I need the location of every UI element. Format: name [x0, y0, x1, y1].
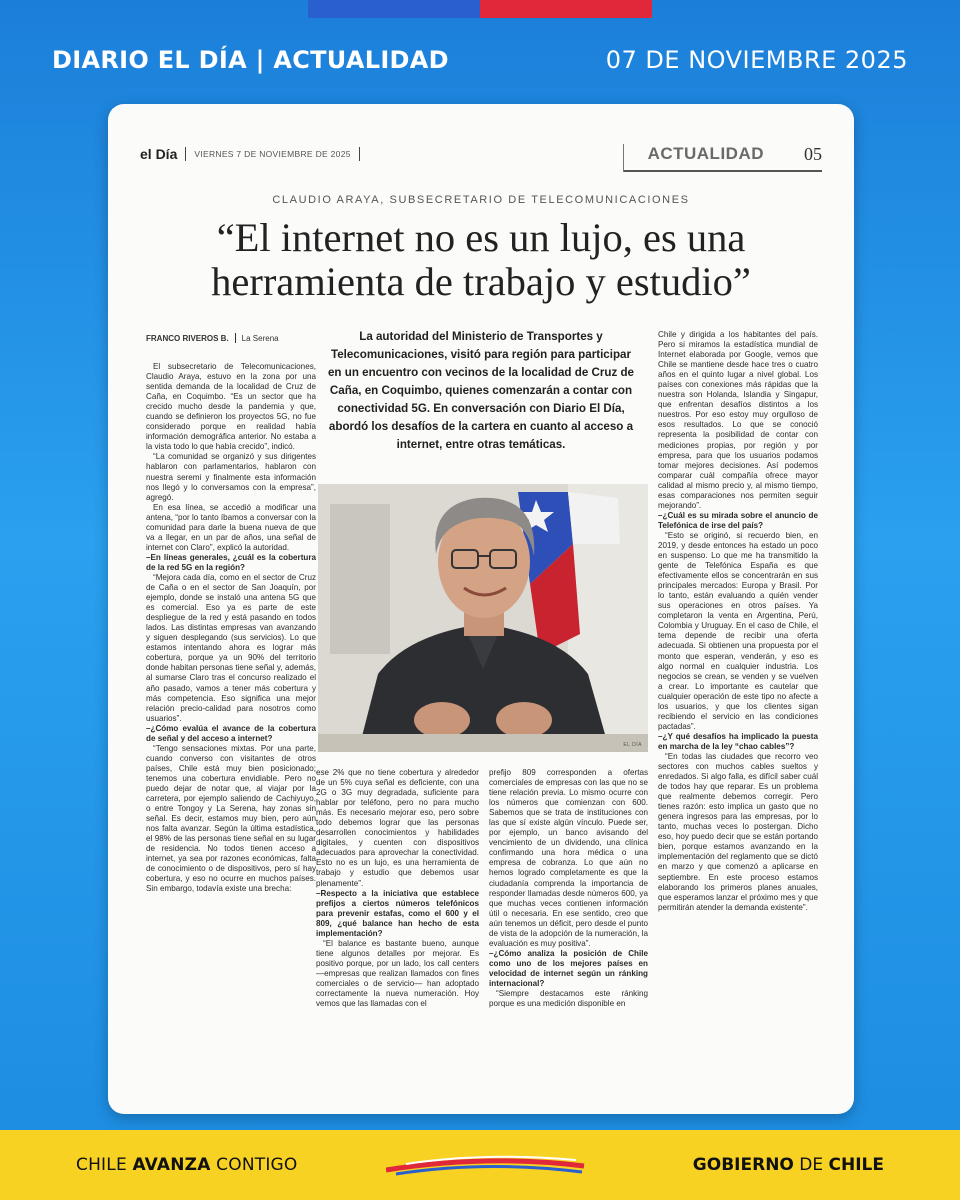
government-logo-text — [693, 1155, 884, 1175]
slogan-text: CONTIGO — [210, 1155, 298, 1175]
edition-date: VIERNES 7 DE NOVIEMBRE DE 2025 — [194, 149, 351, 159]
kicker: CLAUDIO ARAYA, SUBSECRETARIO DE TELECOMUNICACIONES — [272, 194, 690, 206]
article-column-4 — [658, 330, 818, 1082]
article-column-3 — [489, 768, 648, 1088]
byline — [146, 333, 279, 343]
article-paragraph: “En todas las ciudades que recorro veo sectores con muchos cables sueltos y enredados. Si algo falla, es difícil saber cuál de todos hay que reparar. Es un problema que realmente debemos corregir. Pero tienes razón: esto implica un gasto que no genera ingresos para las empresas, por lo tanto, muchas veces lo postergan. Dicho eso, hoy puedo decir que se están portando bien, porque estamos avanzando en la implementación del reglamento que se dictó en marzo y que comenzó a aplicarse en septiembre. En este proceso estamos elaborando los primeros planes anuales, que esperamos lanzar el próximo mes y que permitirán atender la demanda existente”. — [658, 751, 818, 912]
article-paragraph: Chile y dirigida a los habitantes del país. Pero si miramos la estadística mundial de Internet elaborada por Google, vemos que Chile se mantiene desde hace tres o cuatro años en el quinto lugar a nivel global. Los países con conexiones más rápidas que la nuestra son Holanda, Islandia y Singapur, que enfrentan desafíos distintos a los nuestros. Por eso estoy muy orgulloso de esos resultados. Lo que se conoció representa la posibilidad de contar con mediciones propias, por región y por empresa, para que los usuarios podamos tomar mejores decisiones. Así podemos comparar cuál compañía ofrece mayor calidad al mismo precio y, al mismo tiempo, esas comparaciones nos permiten seguir mejorando”. — [658, 330, 818, 510]
gov-word: GOBIERNO — [692, 1155, 794, 1175]
outlet-label: DIARIO EL DÍA | ACTUALIDAD — [52, 46, 449, 74]
article-paragraph: En esa línea, se accedió a modificar una antena, “por lo tanto íbamos a conversar con la comunidad para darle la buena nueva de que va a llegar, en un par de años, una señal de internet con Claro”, explicó la autoridad. — [146, 502, 316, 552]
article-paragraph: “Siempre destacamos este ránking porque es una medición disponible en — [489, 989, 648, 1009]
newspaper-brand: el Día — [140, 146, 178, 162]
lead-paragraph: La autoridad del Ministerio de Transportes y Telecomunicaciones, visitó para región para participar en un encuentro con vecinos de la localidad de Cruz de Caña, en Coquimbo, quienes comenzarán a contar con conectividad 5G. En conversación con Diario El Día, abordó los desafíos de la cartera en cuanto al acceso a internet, entre otras temáticas. — [327, 330, 634, 451]
interview-question: –¿Y qué desafíos ha implicado la puesta en marcha de la ley “chao cables”? — [658, 731, 818, 751]
article-paragraph: “La comunidad se organizó y sus dirigentes hablaron con parlamentarios, hablaron con nuestra seremi y finalmente esta información nos llegó y lo conversamos con la empresa”, agregó. — [146, 452, 316, 502]
gov-word: CHILE — [828, 1155, 884, 1175]
interview-question: –Respecto a la iniciativa que establece prefijos a ciertos números telefónicos para prevenir estafas, como el 600 y el 809, ¿qué balance han hecho de esta implementación? — [316, 888, 479, 938]
slogan-text: CHILE — [76, 1155, 133, 1175]
swoosh-logo-icon — [386, 1152, 586, 1178]
page-number: 05 — [804, 143, 822, 164]
flag-strip — [308, 0, 652, 18]
interview-question: –¿Cuál es su mirada sobre el anuncio de Telefónica de irse del país? — [658, 510, 818, 530]
author: FRANCO RIVEROS B. — [146, 333, 229, 343]
article-paragraph: “El balance es bastante bueno, aunque tiene algunos detalles por mejorar. Es positivo porque, por un lado, los call centers —empresas que realizan llamados con fines comerciales o de servicio— han adoptado correctamente la nueva numeración. Hoy vemos que las llamadas con el — [316, 938, 479, 1009]
article-paragraph: prefijo 809 corresponden a ofertas comerciales de empresas con las que no se tiene relación previa. Lo mismo ocurre con los números que comienzan con 600. Sabemos que se trata de instituciones con las que sí existe algún vínculo. Puede ser, por ejemplo, un banco avisando del vencimiento de un dividendo, una clínica confirmando una hora médica o una empresa de cobranza. Lo que aún no hemos logrado completamente es que la ciudadanía comprenda la importancia de responder llamadas desde números 600, ya que muchas veces contienen información útil o necesaria. En ese sentido, creo que aún tenemos un déficit, pero desde el punto de vista de la adopción de la numeración, la evaluación es muy positiva”. — [489, 768, 648, 948]
section-label: ACTUALIDAD — [647, 144, 764, 163]
photo-credit: EL DÍA — [623, 742, 642, 748]
headline — [138, 216, 824, 304]
newspaper-page — [108, 104, 854, 1114]
article-column-2 — [316, 768, 479, 1088]
date-label: 07 DE NOVIEMBRE 2025 — [605, 46, 908, 74]
article-paragraph: “Mejora cada día, como en el sector de Cruz de Caña o en el sector de San Joaquín, por ejemplo, donde se instaló una antena 5G que es comercial. Eso ya es parte de este despliegue de la red y está pasando en todos lados. Las distintas empresas van avanzando y siguen desplegando (sus servicios). Lo que estamos intentando ahora es lograr más cobertura, porque ya un 90% del territorio donde habitan personas tiene señal y, además, al sumarse Claro tras el concurso realizado el año pasado, vamos a tener más cobertura y más competencia. Eso significa una mejor relación precio-calidad para nosotros como usuarios”. — [146, 572, 316, 723]
flag-blue-band — [308, 0, 480, 18]
divider — [185, 147, 186, 161]
section-rule — [623, 170, 822, 172]
portrait-illustration — [318, 484, 648, 752]
article-paragraph: “Esto se originó, si recuerdo bien, en 2019, y desde entonces ha estado un poco en suspenso. Lo que me ha transmitido la gente de Telefónica España es que efectivamente ellos se concentrarán en sus principales mercados: Europa y Brasil. Por lo tanto, están evaluando a quién vender sus operaciones en otros países. Ya completaron la venta en Argentina, Perú, Colombia y Uruguay. En el caso de Chile, el tema depende de recibir una oferta adecuada. Si obtienen una propuesta por el monto que esperan, venderán, y eso es algo normal en cualquier industria. Los negocios se crean, se venden y se vuelven a crear. Lo importante es cautelar que cualquier operación de este tipo no afecte a los usuarios, y que los clientes sigan recibiendo el servicio en las condiciones pactadas”. — [658, 530, 818, 731]
portrait-photo — [318, 484, 648, 752]
section-rule-left — [623, 144, 624, 172]
slogan-emphasis: AVANZA — [132, 1155, 211, 1175]
top-banner — [52, 40, 908, 80]
article-paragraph: ese 2% que no tiene cobertura y alrededor de un 5% cuya señal es deficiente, con una 2G o 3G muy degradada, suficiente para hablar por teléfono, pero no para mucho más. Es necesario mejorar eso, pero sobre todo debemos lograr que las personas desarrollen conocimientos y habilidades digitales, y cuenten con dispositivos adecuados para aprovechar la conectividad. Esto no es un lujo, es una herramienta de trabajo y estudio que debemos usar plenamente”. — [316, 768, 479, 888]
article-paragraph: “Tengo sensaciones mixtas. Por una parte, cuando converso con visitantes de otros países, Chile está muy bien posicionado; tenemos una cobertura envidiable. Pero no puedo dejar de notar que, al viajar por la carretera, por ejemplo saliendo de Cachiyuyo, o entre Tongoy y La Serena, hay zonas sin señal. Es decir, estamos muy bien, pero aún nos falta avanzar. Según la última estadística, el 98% de las personas tiene señal en su lugar de residencia. No todos tienen acceso a internet, ya sea por razones económicas, falta de conocimiento o de dispositivos, pero sí hay cobertura, y eso no ocurre en muchos países. Sin embargo, todavía existe una brecha: — [146, 743, 316, 894]
interview-question: –¿Cómo analiza la posición de Chile como uno de los mejores países en velocidad de internet según un ránking internacional? — [489, 948, 648, 988]
article-paragraph: El subsecretario de Telecomunicaciones, Claudio Araya, estuvo en la zona por una sentida demanda de la localidad de Cruz de Caña, en Coquimbo. “Es un sector que ha crecido mucho desde la pandemia y que, cuando se definieron los proyectos 5G, no fue considerado porque en realidad había información demográfica anterior. No estaba a la vista todo lo que había crecido”, indicó. — [146, 362, 316, 452]
gov-word: DE — [793, 1155, 829, 1175]
interview-question: –¿Cómo evalúa el avance de la cobertura de señal y del acceso a internet? — [146, 723, 316, 743]
headline-line: herramienta de trabajo y estudio” — [211, 259, 751, 304]
divider — [235, 333, 236, 343]
flag-red-band — [480, 0, 652, 18]
divider — [359, 147, 360, 161]
interview-question: –En líneas generales, ¿cuál es la cobertura de la red 5G en la región? — [146, 552, 316, 572]
headline-line: “El internet no es un lujo, es una — [216, 215, 746, 260]
masthead — [140, 140, 822, 168]
slogan — [76, 1155, 298, 1175]
location: La Serena — [241, 333, 279, 343]
article-column-1 — [146, 362, 316, 1082]
